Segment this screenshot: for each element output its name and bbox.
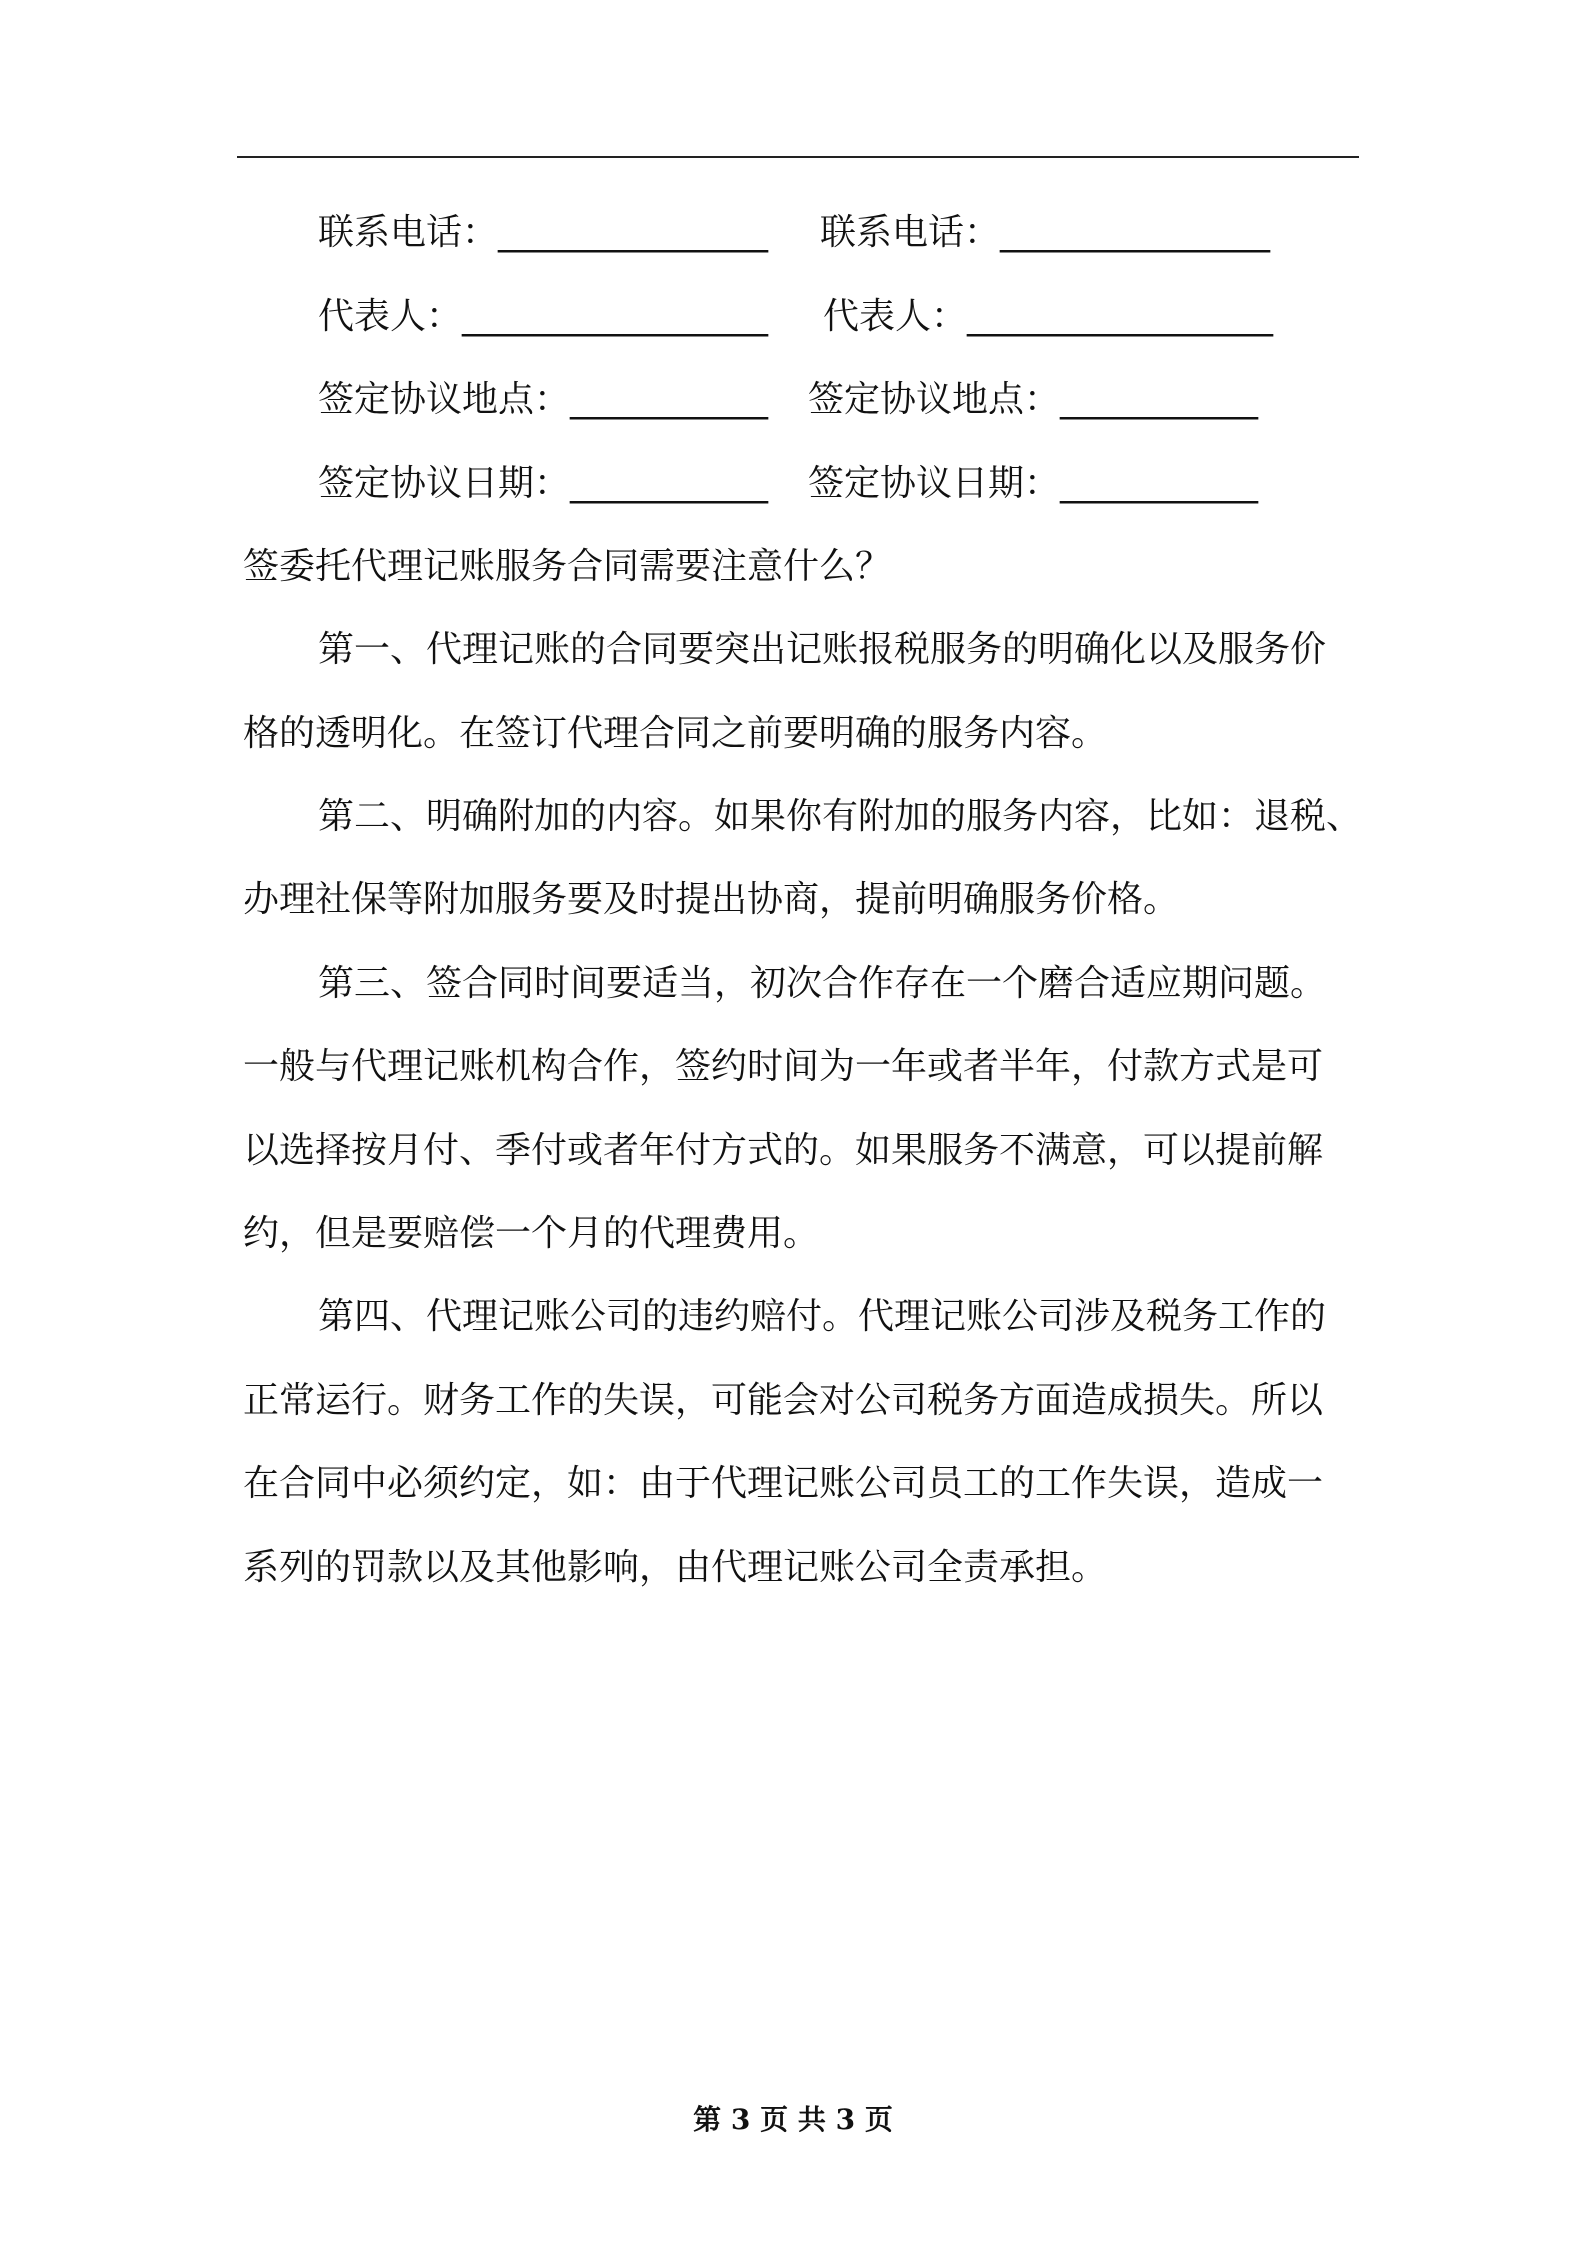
paragraph-line: 办理社保等附加服务要及时提出协商，提前明确服务价格。 xyxy=(243,879,1180,920)
party-a-representative: 代表人：_________________ xyxy=(318,296,769,337)
header-rule xyxy=(237,156,1359,158)
party-b-phone: 联系电话：_______________ xyxy=(820,212,1271,253)
paragraph-line: 以选择按月付、季付或者年付方式的。如果服务不满意，可以提前解 xyxy=(243,1130,1324,1171)
paragraph-line: 一般与代理记账机构合作，签约时间为一年或者半年，付款方式是可 xyxy=(243,1046,1324,1087)
paragraph-line: 第四、代理记账公司的违约赔付。代理记账公司涉及税务工作的 xyxy=(318,1296,1327,1337)
party-a-location: 签定协议地点：___________ xyxy=(318,379,769,420)
party-b-date: 签定协议日期：___________ xyxy=(808,463,1259,504)
section-heading: 签委托代理记账服务合同需要注意什么？ xyxy=(243,546,892,587)
page-number: 第 3 页 共 3 页 xyxy=(693,2103,893,2136)
paragraph-line: 正常运行。财务工作的失误，可能会对公司税务方面造成损失。所以 xyxy=(243,1380,1324,1421)
paragraph-line: 格的透明化。在签订代理合同之前要明确的服务内容。 xyxy=(243,713,1108,754)
party-a-date: 签定协议日期：___________ xyxy=(318,463,769,504)
party-b-location: 签定协议地点：___________ xyxy=(808,379,1259,420)
paragraph-line: 第一、代理记账的合同要突出记账报税服务的明确化以及服务价 xyxy=(318,629,1327,670)
party-a-phone: 联系电话：_______________ xyxy=(318,212,769,253)
paragraph-line: 第三、签合同时间要适当，初次合作存在一个磨合适应期问题。 xyxy=(318,963,1327,1004)
paragraph-line: 在合同中必须约定，如：由于代理记账公司员工的工作失误，造成一 xyxy=(243,1463,1324,1504)
paragraph-line: 第二、明确附加的内容。如果你有附加的服务内容，比如：退税、 xyxy=(318,796,1363,837)
paragraph-line: 系列的罚款以及其他影响，由代理记账公司全责承担。 xyxy=(243,1547,1108,1588)
party-b-representative: 代表人：_________________ xyxy=(823,296,1274,337)
paragraph-line: 约，但是要赔偿一个月的代理费用。 xyxy=(243,1213,820,1254)
